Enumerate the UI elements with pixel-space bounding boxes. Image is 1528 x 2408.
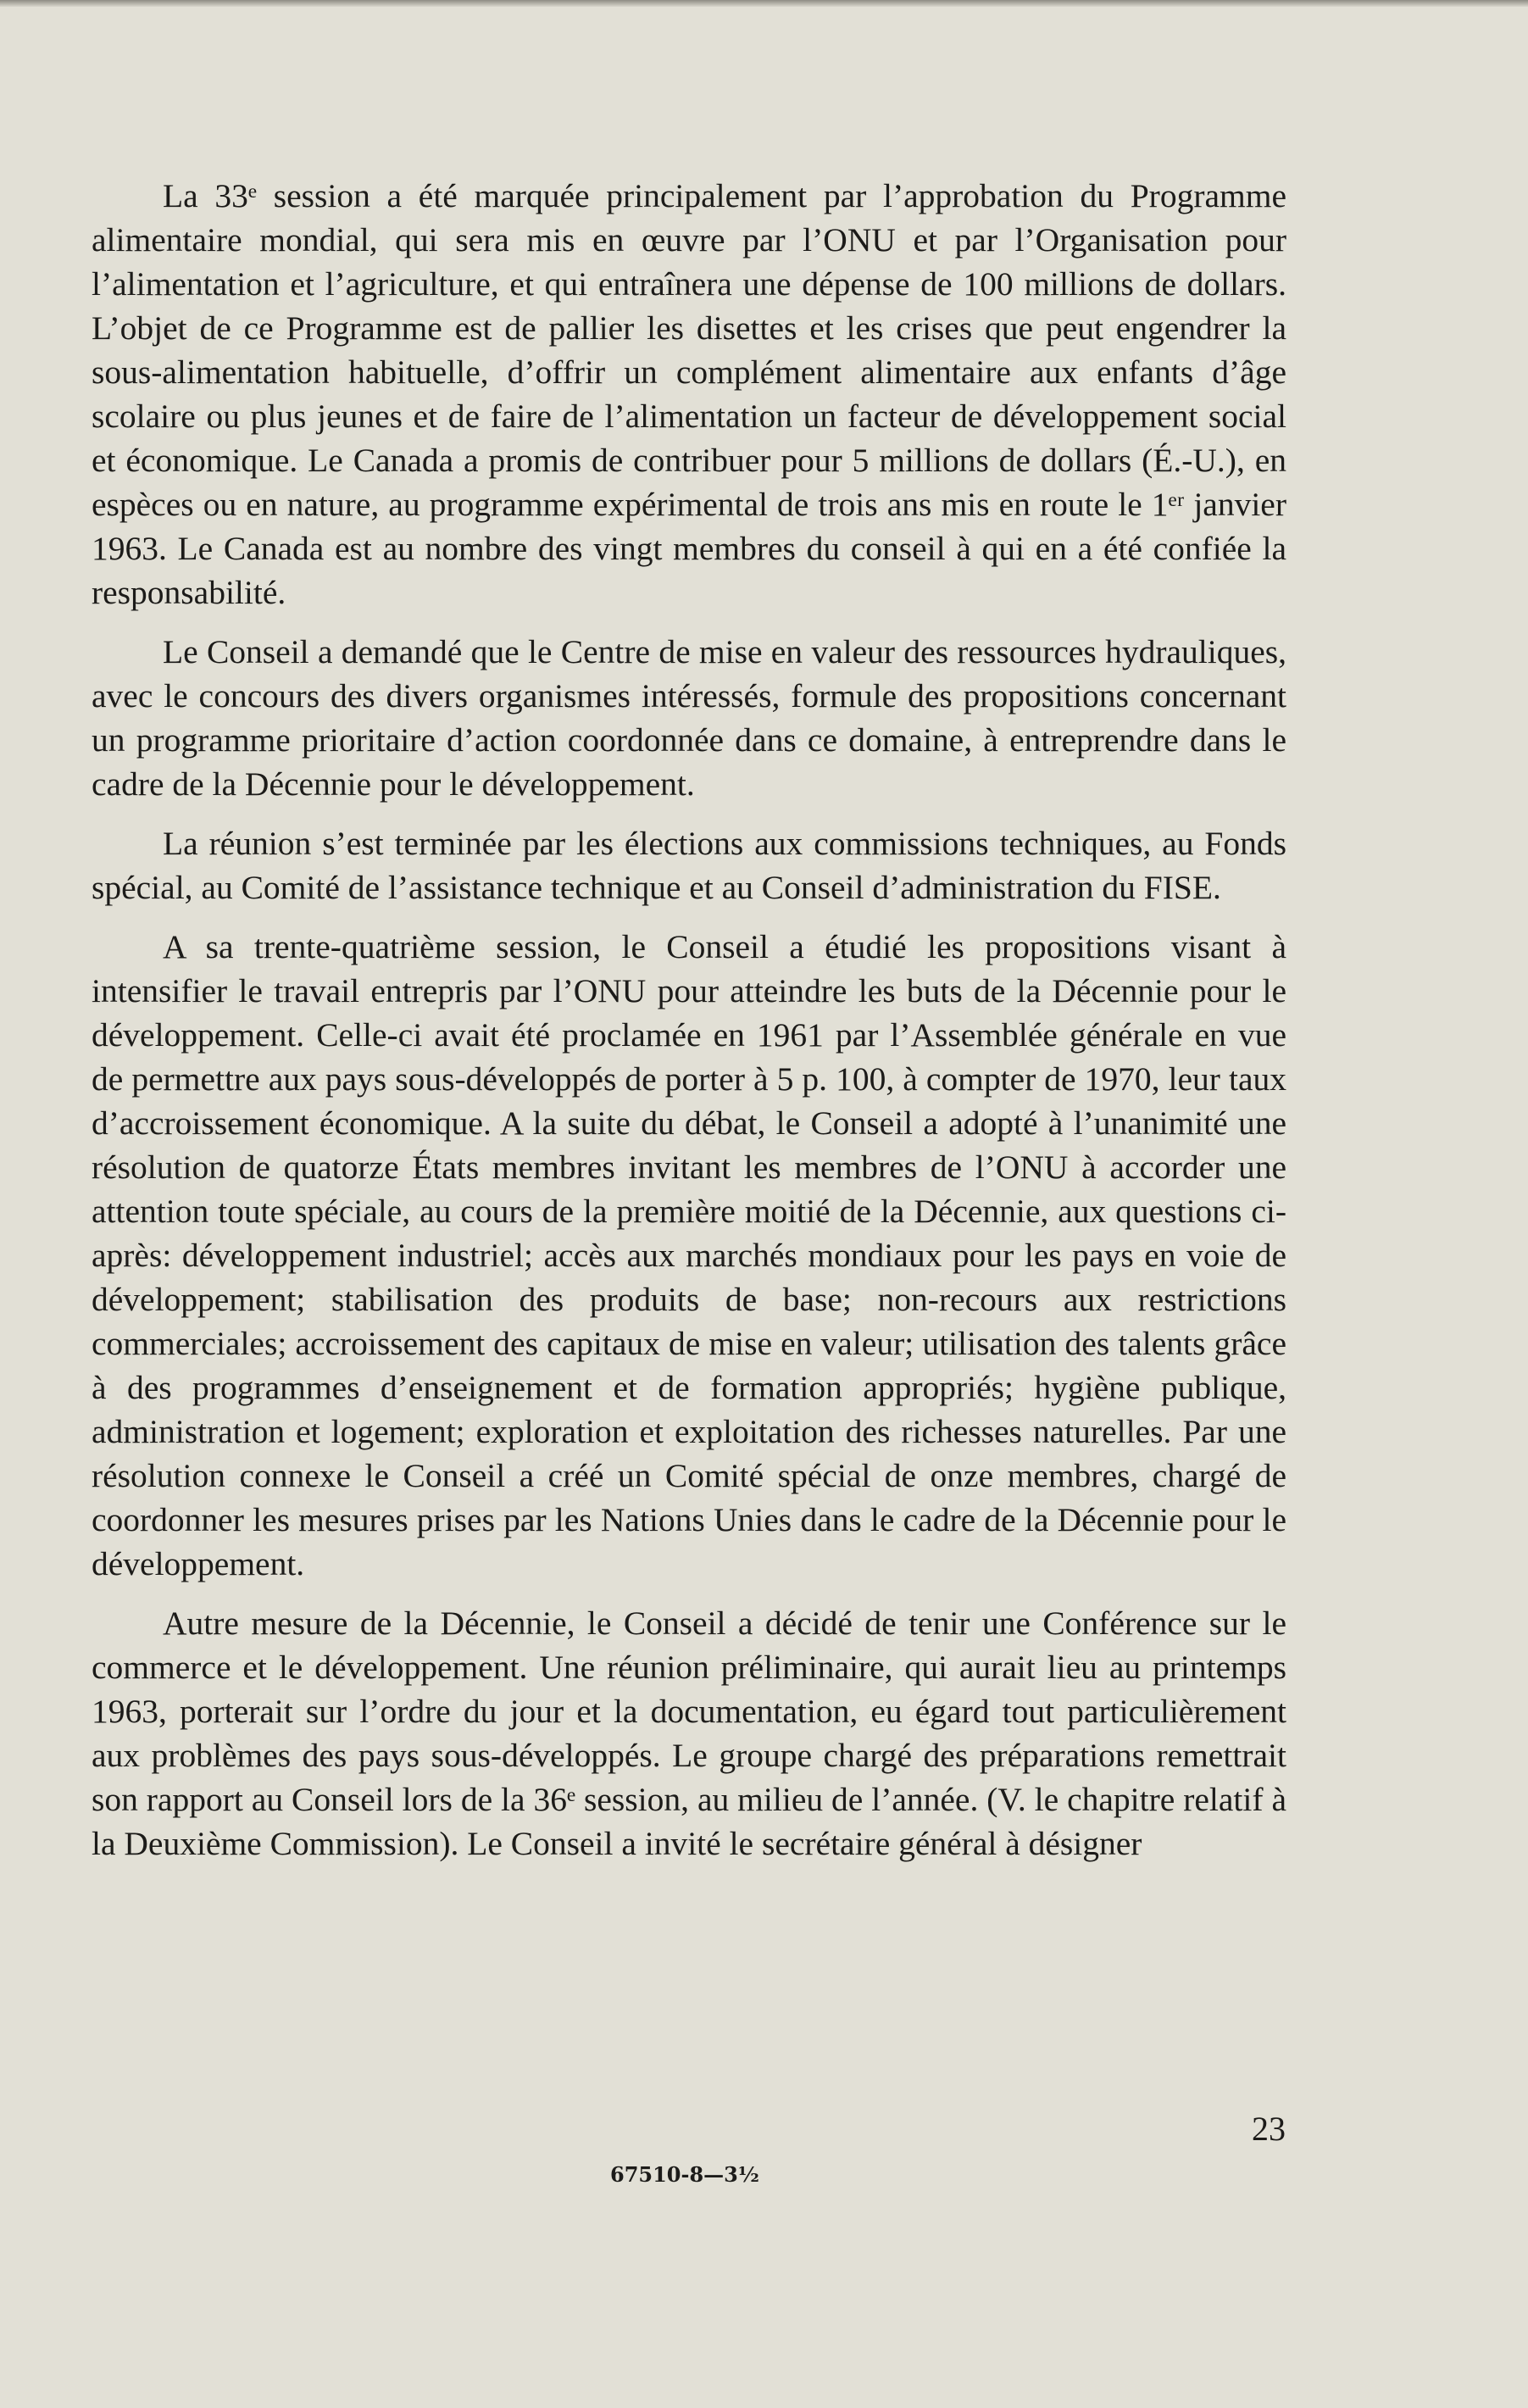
- paragraph-2: Le Conseil a demandé que le Centre de mise en valeur des ressources hydrauliques, avec le concours des divers organismes intéressés, formule des propositions concernant un programme prioritaire d’action coordonnée dans ce domaine, à entreprendre dans le cadre de la Décennie pour le développement.: [92, 633, 1286, 803]
- paragraph-1: La 33ᵉ session a été marquée principalement par l’approbation du Programme alimentaire mondial, qui sera mis en œuvre par l’ONU et par l’Organisation pour l’alimentation et l’agriculture, et qui entraînera une dépense de 100 millions de dollars. L’objet de ce Programme est de pallier les disettes et les crises que peut engendrer la sous-alimentation habituelle, d’offrir un complément alimentaire aux enfants d’âge scolaire ou plus jeunes et de faire de l’alimentation un facteur de développement social et économique. Le Canada a promis de contribuer pour 5 millions de dollars (É.-U.), en espèces ou en nature, au programme expérimental de trois ans mis en route le 1ᵉʳ janvier 1963. Le Canada est au nombre des vingt membres du conseil à qui en a été confiée la responsabilité.: [92, 177, 1286, 611]
- paragraph-3: La réunion s’est terminée par les élections aux commissions techniques, au Fonds spécial, au Comité de l’assistance technique et au Conseil d’administration du FISE.: [92, 825, 1286, 906]
- paragraph-5: Autre mesure de la Décennie, le Conseil a décidé de tenir une Conférence sur le commerce et le développement. Une réunion préliminaire, qui aurait lieu au printemps 1963, porterait sur l’ordre du jour et la documentation, eu égard tout particulièrement aux problèmes des pays sous-développés. Le groupe chargé des préparations remettrait son rapport au Conseil lors de la 36ᵉ session, au milieu de l’année. (V. le chapitre relatif à la Deuxième Commission). Le Conseil a invité le secrétaire général à désigner: [92, 1604, 1286, 1862]
- print-code: 67510-8—3½: [610, 2162, 759, 2187]
- document-body: [92, 174, 1286, 1881]
- paragraph-4: A sa trente-quatrième session, le Conseil a étudié les propositions visant à intensifier le travail entrepris par l’ONU pour atteindre les buts de la Décennie pour le développement. Celle-ci avait été proclamée en 1961 par l’Assemblée générale en vue de permettre aux pays sous-développés de porter à 5 p. 100, à compter de 1970, leur taux d’accroissement économique. A la suite du débat, le Conseil a adopté à l’unanimité une résolution de quatorze États membres invitant les membres de l’ONU à accorder une attention toute spéciale, au cours de la première moitié de la Décennie, aux questions ci-après: développement industriel; accès aux marchés mondiaux pour les pays en voie de développement; stabilisation des produits de base; non-recours aux restrictions commerciales; accroissement des capitaux de mise en valeur; utilisation des talents grâce à des programmes d’enseignement et de formation appropriés; hygiène publique, administration et logement; exploration et exploitation des richesses naturelles. Par une résolution connexe le Conseil a créé un Comité spécial de onze membres, chargé de coordonner les mesures prises par les Nations Unies dans le cadre de la Décennie pour le développement.: [92, 928, 1286, 1582]
- page-number: 23: [1252, 2110, 1286, 2148]
- page-top-edge: [0, 0, 1528, 7]
